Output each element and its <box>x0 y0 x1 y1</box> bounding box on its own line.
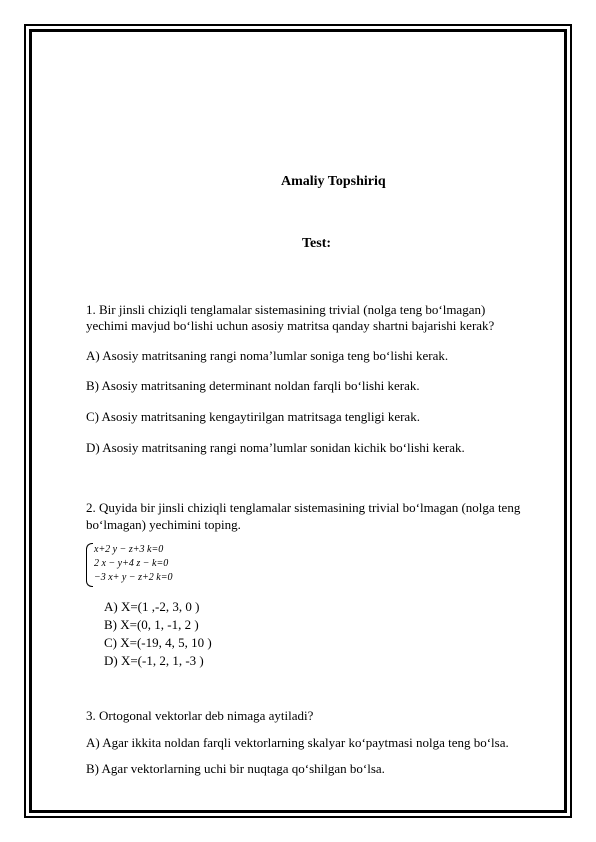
question-1-option-b: B) Asosiy matritsaning determinant noldan farqli bo‘lishi kerak. <box>86 378 420 393</box>
question-2-line-2: bo‘lmagan) yechimini toping. <box>86 517 241 532</box>
equation-brace <box>86 543 93 587</box>
question-2-option-c: C) X=(-19, 4, 5, 10 ) <box>104 635 212 650</box>
equation-system <box>86 543 196 587</box>
question-1-option-d: D) Asosiy matritsaning rangi noma’lumlar sonidan kichik bo‘lishi kerak. <box>86 440 465 455</box>
question-3-line-1: 3. Ortogonal vektorlar deb nimaga aytiladi? <box>86 708 314 723</box>
question-2-option-a: A) X=(1 ,-2, 3, 0 ) <box>104 599 200 614</box>
equation-2: 2 x − y+4 z − k=0 <box>94 558 169 569</box>
document-title: Amaliy Topshiriq <box>281 174 386 189</box>
question-2-option-b: B) X=(0, 1, -1, 2 ) <box>104 617 199 632</box>
question-3-option-a: A) Agar ikkita noldan farqli vektorlarning skalyar ko‘paytmasi nolga teng bo‘lsa. <box>86 735 509 750</box>
equation-3: −3 x+ y − z+2 k=0 <box>94 572 173 583</box>
question-1-option-c: C) Asosiy matritsaning kengaytirilgan matritsaga tengligi kerak. <box>86 409 420 424</box>
question-1-line-1: 1. Bir jinsli chiziqli tenglamalar sistemasining trivial (nolga teng bo‘lmagan) <box>86 302 486 317</box>
document-subtitle: Test: <box>302 236 332 251</box>
question-2-line-1: 2. Quyida bir jinsli chiziqli tenglamalar sistemasining trivial bo‘lmagan (nolga teng <box>86 500 521 515</box>
question-2-option-d: D) X=(-1, 2, 1, -3 ) <box>104 653 204 668</box>
question-3-option-b: B) Agar vektorlarning uchi bir nuqtaga qo‘shilgan bo‘lsa. <box>86 761 385 776</box>
question-1-line-2: yechimi mavjud bo‘lishi uchun asosiy matritsa qanday shartni bajarishi kerak? <box>86 318 495 333</box>
question-1-option-a: A) Asosiy matritsaning rangi noma’lumlar soniga teng bo‘lishi kerak. <box>86 348 449 363</box>
equation-1: x+2 y − z+3 k=0 <box>94 544 164 555</box>
